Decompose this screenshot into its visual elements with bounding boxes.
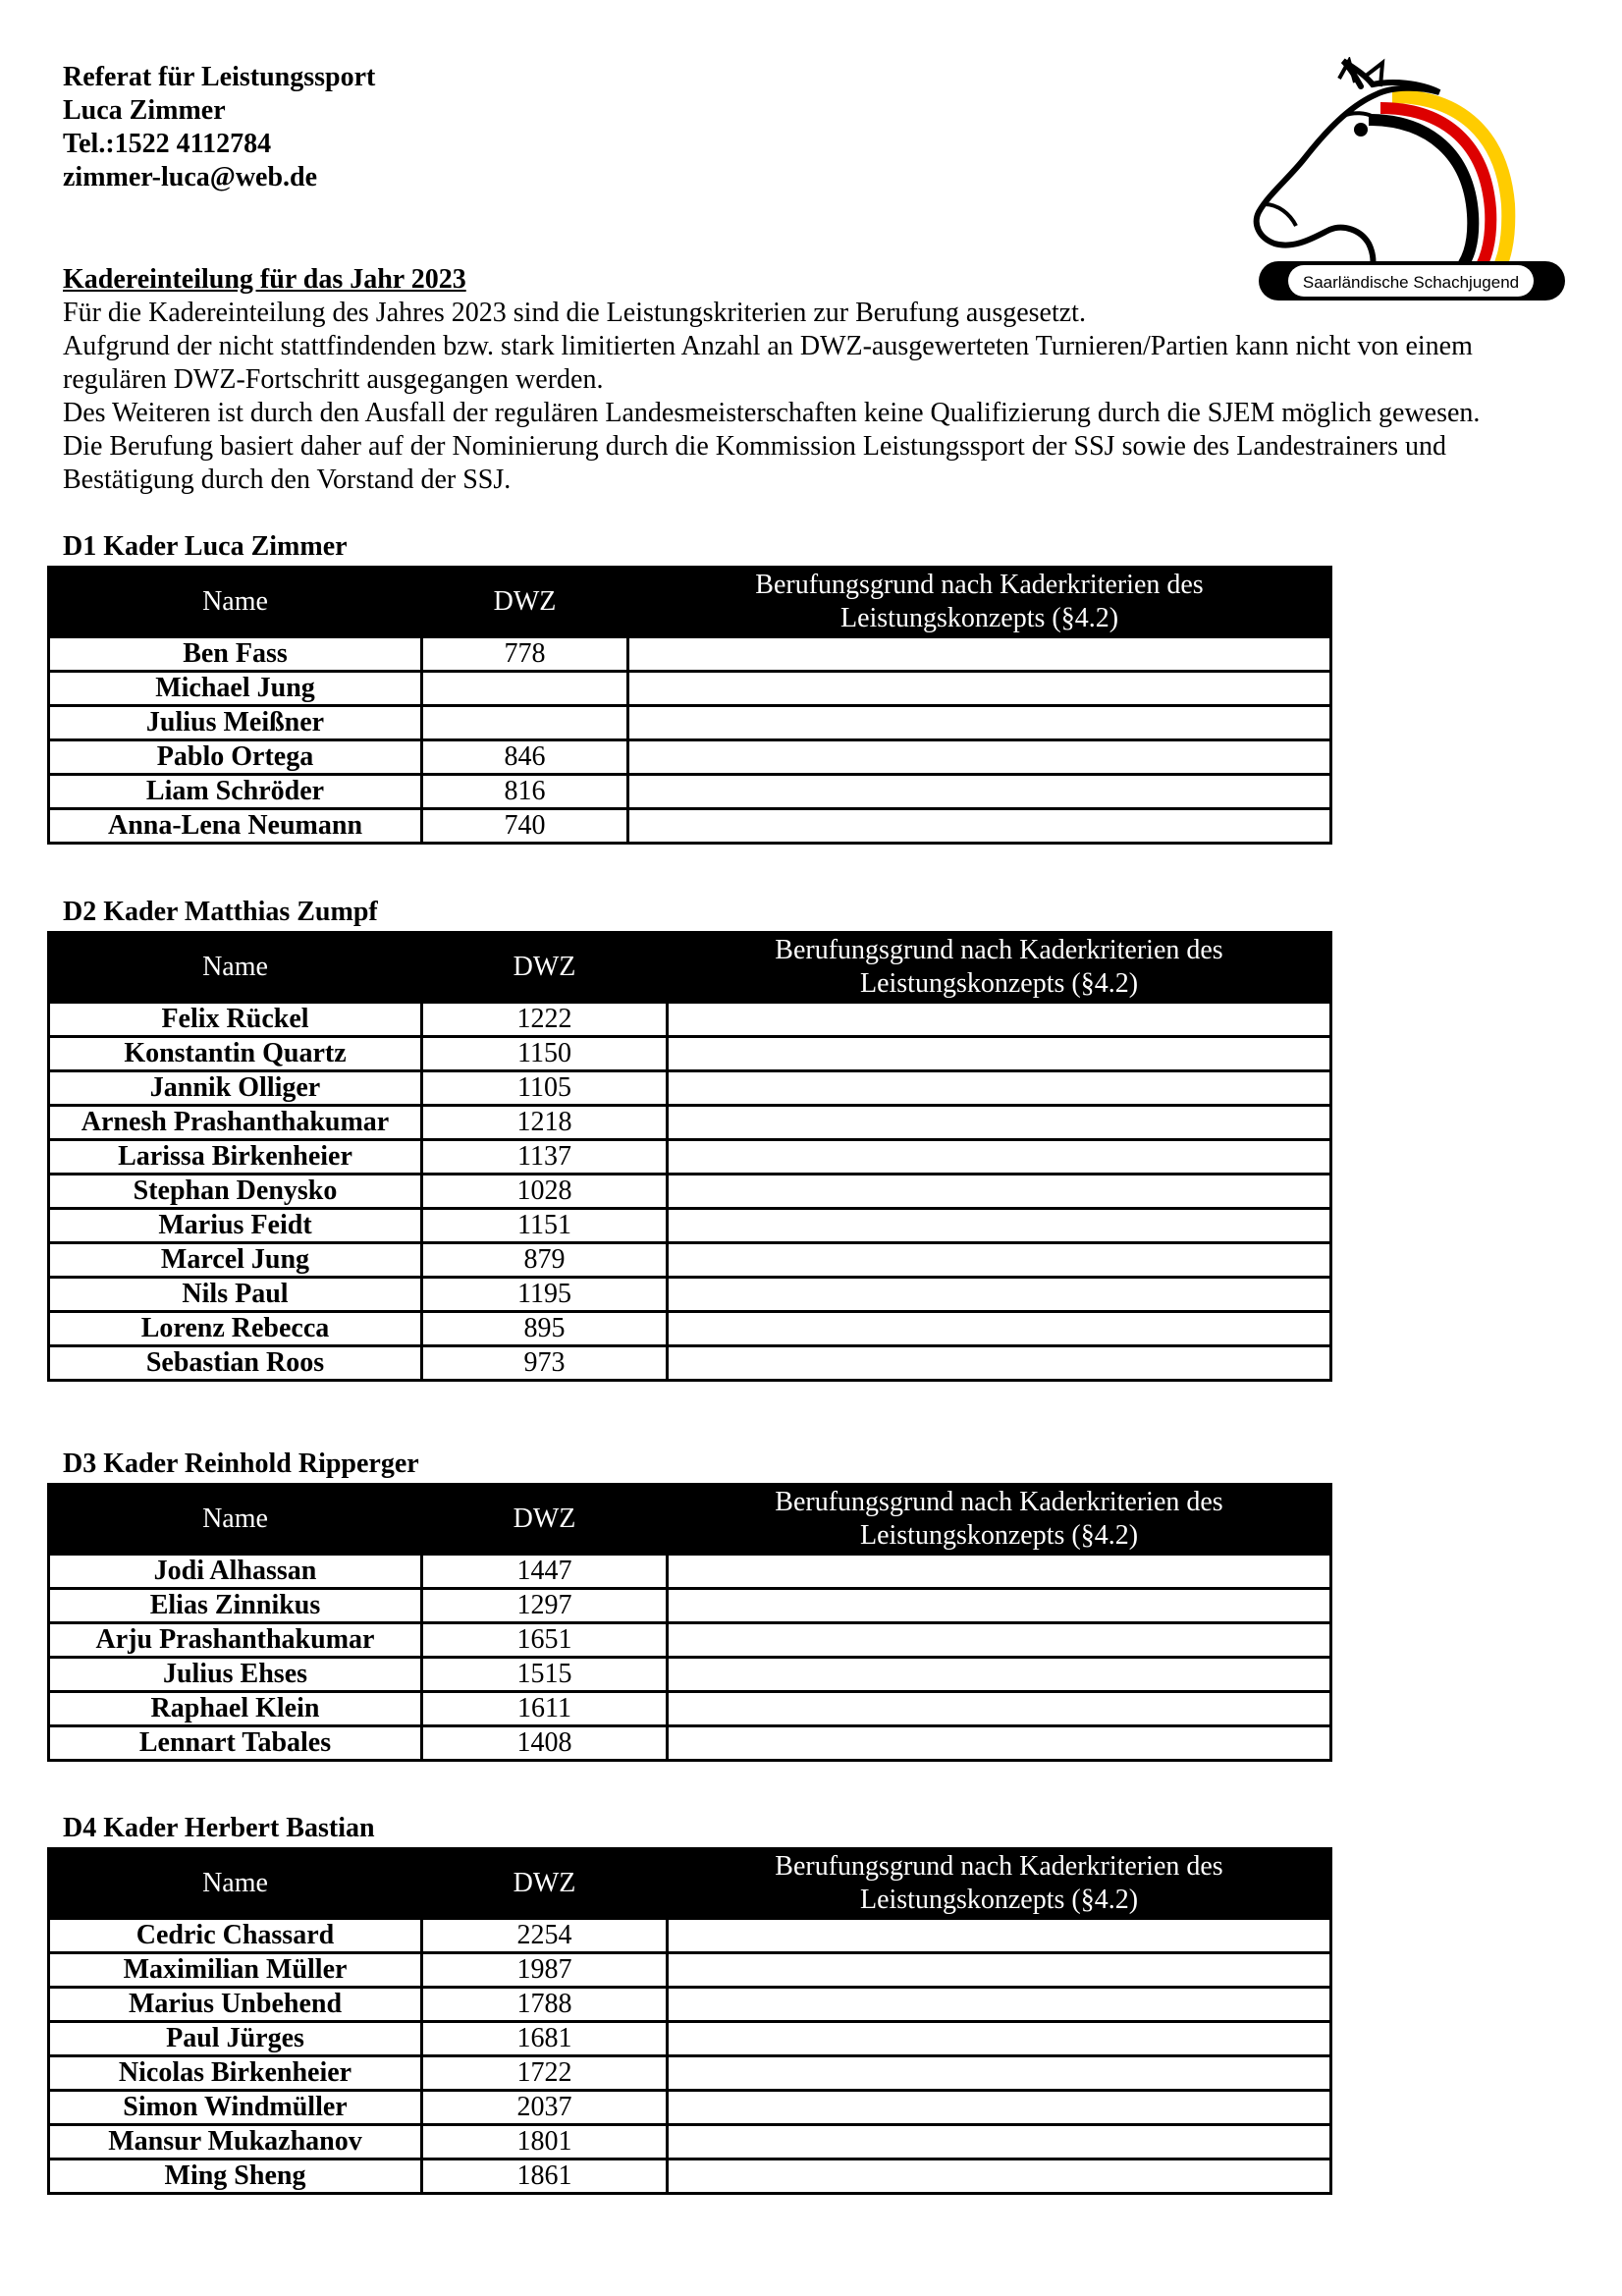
table-row — [49, 809, 1331, 844]
header-name: Name — [49, 1485, 422, 1555]
table-row — [49, 1919, 1331, 1953]
table-row — [49, 1312, 1331, 1346]
player-dwz: 1788 — [422, 1988, 668, 2022]
player-reason — [668, 1003, 1331, 1037]
player-name: Stephan Denysko — [49, 1175, 422, 1209]
table-header-row — [49, 1485, 1331, 1555]
player-name: Lorenz Rebecca — [49, 1312, 422, 1346]
player-name: Cedric Chassard — [49, 1919, 422, 1953]
player-reason — [668, 1346, 1331, 1381]
header-reason — [668, 933, 1331, 1003]
table-row — [49, 2125, 1331, 2159]
table-row — [49, 2022, 1331, 2056]
table-header-row — [49, 933, 1331, 1003]
player-dwz: 1218 — [422, 1106, 668, 1140]
table-header-row — [49, 568, 1331, 637]
player-dwz: 1987 — [422, 1953, 668, 1988]
player-name: Jodi Alhassan — [49, 1555, 422, 1589]
table-row — [49, 1726, 1331, 1761]
player-dwz: 1801 — [422, 2125, 668, 2159]
player-name: Paul Jürges — [49, 2022, 422, 2056]
table-row — [49, 706, 1331, 740]
header-reason — [668, 1485, 1331, 1555]
table-row — [49, 1209, 1331, 1243]
player-name: Marius Feidt — [49, 1209, 422, 1243]
intro-heading: Kadereinteilung für das Jahr 2023 — [63, 264, 466, 295]
player-dwz: 1611 — [422, 1692, 668, 1726]
player-name: Konstantin Quartz — [49, 1037, 422, 1071]
table-row — [49, 1106, 1331, 1140]
table-header-row — [49, 1849, 1331, 1919]
player-dwz: 973 — [422, 1346, 668, 1381]
player-dwz: 740 — [422, 809, 628, 844]
player-reason — [668, 2022, 1331, 2056]
table-row — [49, 1175, 1331, 1209]
player-name: Arju Prashanthakumar — [49, 1623, 422, 1658]
player-dwz: 1651 — [422, 1623, 668, 1658]
header-reason-line: Berufungsgrund nach Kaderkriterien des — [775, 935, 1223, 965]
intro-paragraph-1: Für die Kadereinteilung des Jahres 2023 sind die Leistungskriterien zur Berufung ausgesetzt. — [63, 298, 1086, 328]
player-dwz: 1408 — [422, 1726, 668, 1761]
player-name: Elias Zinnikus — [49, 1589, 422, 1623]
player-name: Marius Unbehend — [49, 1988, 422, 2022]
table-row — [49, 1589, 1331, 1623]
kader-table — [47, 566, 1332, 845]
header-reason-line: Leistungskonzepts (§4.2) — [839, 603, 1119, 633]
kader-table — [47, 931, 1332, 1382]
player-dwz: 816 — [422, 775, 628, 809]
table-row — [49, 1140, 1331, 1175]
table-row — [49, 672, 1331, 706]
table-row — [49, 1623, 1331, 1658]
logo-text: Saarländische Schachjugend — [1302, 273, 1520, 292]
player-name: Raphael Klein — [49, 1692, 422, 1726]
contact-phone: Tel.:1522 4112784 — [63, 129, 272, 159]
table-row — [49, 775, 1331, 809]
player-dwz: 1222 — [422, 1003, 668, 1037]
player-dwz: 778 — [422, 637, 628, 672]
player-dwz: 895 — [422, 1312, 668, 1346]
player-dwz: 1722 — [422, 2056, 668, 2091]
player-dwz: 879 — [422, 1243, 668, 1278]
player-name: Nils Paul — [49, 1278, 422, 1312]
kader-title: D1 Kader Luca Zimmer — [63, 531, 348, 562]
player-reason — [668, 1919, 1331, 1953]
player-name: Arnesh Prashanthakumar — [49, 1106, 422, 1140]
player-name: Pablo Ortega — [49, 740, 422, 775]
player-dwz: 1150 — [422, 1037, 668, 1071]
player-dwz: 1195 — [422, 1278, 668, 1312]
intro-paragraph-2: Aufgrund der nicht stattfindenden bzw. stark limitierten Anzahl an DWZ-ausgewerteten Turnieren/Partien kann nicht von einem regulären DWZ-Fortschritt ausgegangen werden. — [63, 331, 1473, 395]
table-row — [49, 2056, 1331, 2091]
player-reason — [668, 2125, 1331, 2159]
kader-table — [47, 1847, 1332, 2195]
player-reason — [668, 1209, 1331, 1243]
table-row — [49, 2159, 1331, 2194]
header-dwz: DWZ — [422, 933, 668, 1003]
header-reason — [668, 1849, 1331, 1919]
table-row — [49, 2091, 1331, 2125]
player-reason — [668, 1555, 1331, 1589]
player-name: Nicolas Birkenheier — [49, 2056, 422, 2091]
intro-block — [63, 263, 1575, 497]
player-dwz: 1028 — [422, 1175, 668, 1209]
header-dwz: DWZ — [422, 1485, 668, 1555]
header-reason-line: Leistungskonzepts (§4.2) — [859, 1885, 1139, 1915]
kader-section — [47, 1448, 1332, 1762]
header-name: Name — [49, 568, 422, 637]
player-reason — [668, 1658, 1331, 1692]
player-reason — [668, 1953, 1331, 1988]
player-name: Felix Rückel — [49, 1003, 422, 1037]
player-reason — [668, 1589, 1331, 1623]
contact-person: Luca Zimmer — [63, 95, 226, 126]
kader-section — [47, 896, 1332, 1382]
player-reason — [668, 1175, 1331, 1209]
header-name: Name — [49, 933, 422, 1003]
player-dwz: 1105 — [422, 1071, 668, 1106]
intro-paragraph-3: Des Weiteren ist durch den Ausfall der regulären Landesmeisterschaften keine Qualifizierung durch die SJEM möglich gewesen. — [63, 398, 1481, 428]
kader-section — [47, 1812, 1332, 2195]
player-name: Anna-Lena Neumann — [49, 809, 422, 844]
player-dwz: 1151 — [422, 1209, 668, 1243]
player-dwz — [422, 706, 628, 740]
player-reason — [668, 1037, 1331, 1071]
kader-title: D3 Kader Reinhold Ripperger — [63, 1449, 419, 1479]
player-reason — [628, 672, 1331, 706]
player-name: Ming Sheng — [49, 2159, 422, 2194]
player-reason — [668, 1692, 1331, 1726]
player-reason — [628, 809, 1331, 844]
player-name: Ben Fass — [49, 637, 422, 672]
player-reason — [668, 1988, 1331, 2022]
player-reason — [628, 775, 1331, 809]
table-row — [49, 1555, 1331, 1589]
table-row — [49, 1278, 1331, 1312]
player-reason — [668, 2056, 1331, 2091]
player-dwz: 1137 — [422, 1140, 668, 1175]
table-row — [49, 1658, 1331, 1692]
player-reason — [668, 1726, 1331, 1761]
kader-title: D2 Kader Matthias Zumpf — [63, 897, 378, 927]
header-reason-line: Berufungsgrund nach Kaderkriterien des — [775, 1487, 1223, 1517]
player-reason — [668, 2091, 1331, 2125]
player-reason — [668, 1278, 1331, 1312]
intro-paragraph-4: Die Berufung basiert daher auf der Nominierung durch die Kommission Leistungssport der SSJ sowie des Landestrainers und Bestätigung durch den Vorstand der SSJ. — [63, 431, 1447, 495]
player-name: Jannik Olliger — [49, 1071, 422, 1106]
player-reason — [668, 1312, 1331, 1346]
player-reason — [668, 2159, 1331, 2194]
table-row — [49, 1071, 1331, 1106]
player-dwz: 1515 — [422, 1658, 668, 1692]
player-dwz: 1861 — [422, 2159, 668, 2194]
contact-email: zimmer-luca@web.de — [63, 162, 318, 192]
player-name: Michael Jung — [49, 672, 422, 706]
table-row — [49, 1346, 1331, 1381]
table-row — [49, 1037, 1331, 1071]
player-name: Lennart Tabales — [49, 1726, 422, 1761]
player-reason — [628, 637, 1331, 672]
player-dwz: 2037 — [422, 2091, 668, 2125]
header-dwz: DWZ — [422, 568, 628, 637]
player-name: Maximilian Müller — [49, 1953, 422, 1988]
player-reason — [668, 1071, 1331, 1106]
player-reason — [668, 1243, 1331, 1278]
player-name: Julius Meißner — [49, 706, 422, 740]
player-reason — [668, 1623, 1331, 1658]
player-dwz: 2254 — [422, 1919, 668, 1953]
player-name: Julius Ehses — [49, 1658, 422, 1692]
header-dwz: DWZ — [422, 1849, 668, 1919]
header-reason-line: Berufungsgrund nach Kaderkriterien des — [775, 1851, 1223, 1882]
player-dwz: 1681 — [422, 2022, 668, 2056]
player-name: Sebastian Roos — [49, 1346, 422, 1381]
table-row — [49, 1953, 1331, 1988]
player-name: Liam Schröder — [49, 775, 422, 809]
header-name: Name — [49, 1849, 422, 1919]
table-row — [49, 1243, 1331, 1278]
header-reason-line: Leistungskonzepts (§4.2) — [859, 968, 1139, 999]
player-reason — [628, 706, 1331, 740]
header-reason-line: Leistungskonzepts (§4.2) — [859, 1520, 1139, 1551]
table-row — [49, 637, 1331, 672]
player-dwz: 1447 — [422, 1555, 668, 1589]
kader-title: D4 Kader Herbert Bastian — [63, 1813, 375, 1843]
header-reason-line: Berufungsgrund nach Kaderkriterien des — [755, 570, 1204, 600]
player-name: Simon Windmüller — [49, 2091, 422, 2125]
player-name: Marcel Jung — [49, 1243, 422, 1278]
table-row — [49, 1988, 1331, 2022]
player-dwz: 1297 — [422, 1589, 668, 1623]
player-reason — [668, 1106, 1331, 1140]
player-name: Mansur Mukazhanov — [49, 2125, 422, 2159]
department-name: Referat für Leistungssport — [63, 62, 376, 92]
header-reason — [628, 568, 1331, 637]
player-dwz: 846 — [422, 740, 628, 775]
table-row — [49, 1003, 1331, 1037]
kader-table — [47, 1483, 1332, 1762]
player-reason — [668, 1140, 1331, 1175]
table-row — [49, 740, 1331, 775]
contact-block — [63, 61, 375, 194]
player-reason — [628, 740, 1331, 775]
player-dwz — [422, 672, 628, 706]
player-name: Larissa Birkenheier — [49, 1140, 422, 1175]
table-row — [49, 1692, 1331, 1726]
kader-section — [47, 530, 1332, 845]
